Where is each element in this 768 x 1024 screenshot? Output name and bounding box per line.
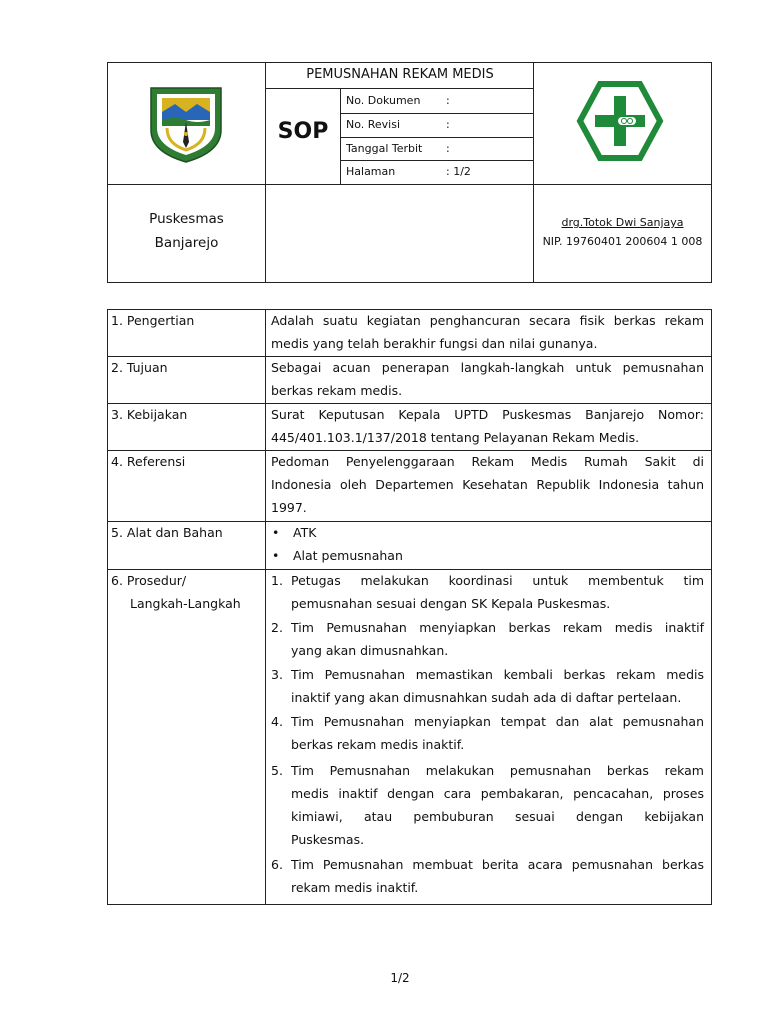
field-value-no-dokumen: : [446,94,450,107]
sop-label: SOP [277,119,329,144]
section-text-line: 445/401.103.1/137/2018 tentang Pelayanan Rekam Medis. [271,430,640,445]
step-text-line: kimiawi, atau pembuburan sesuai dengan kebijakan [291,809,704,824]
org-name-line2: Banjarejo [154,235,219,251]
step-text-line: Tim Pemusnahan melakukan pemusnahan berkas rekam [291,763,704,778]
step-text-line: medis inaktif dengan cara pembakaran, pencacahan, proses [291,786,704,801]
step-text-line: Tim Pemusnahan memastikan kembali berkas rekam medis [291,667,704,682]
section-text-line: Adalah suatu kegiatan penghancuran secara fisik berkas rekam [271,313,704,328]
bullet-icon: • [272,548,280,563]
section-text-line: Sebagai acuan penerapan langkah-langkah untuk pemusnahan [271,360,704,375]
step-text-line: Puskesmas. [291,832,365,847]
section-label-tujuan: 2. Tujuan [111,360,168,375]
section-label-prosedur: 6. Prosedur/ [111,573,187,588]
step-number: 6. [271,857,283,872]
section-text-line: Surat Keputusan Kepala UPTD Puskesmas Banjarejo Nomor: [271,407,704,422]
step-text-line: Tim Pemusnahan membuat berita acara pemusnahan berkas [291,857,704,872]
section-label-pengertian: 1. Pengertian [111,313,195,328]
section-text-line: Pedoman Penyelenggaraan Rekam Medis Rumah Sakit di [271,454,704,469]
section-text-line: medis yang telah berakhir fungsi dan nilai gunanya. [271,336,598,351]
signer-nip: NIP. 19760401 200604 1 008 [542,235,703,248]
bullet-icon: • [272,525,280,540]
step-text-line: pemusnahan sesuai dengan SK Kepala Puskesmas. [291,596,611,611]
section-text-line: Indonesia oleh Departemen Kesehatan Republik Indonesia tahun [271,477,704,492]
section-text-line: berkas rekam medis. [271,383,403,398]
step-number: 2. [271,620,283,635]
step-text-line: rekam medis inaktif. [291,880,419,895]
step-number: 1. [271,573,283,588]
puskesmas-logo [576,80,664,162]
field-label-halaman: Halaman [346,165,396,178]
field-label-no-revisi: No. Revisi [346,118,401,131]
step-number: 3. [271,667,283,682]
field-label-no-dokumen: No. Dokumen [346,94,421,107]
page-number: 1/2 [390,971,410,985]
section-label-alat-bahan: 5. Alat dan Bahan [111,525,223,540]
org-name-line1: Puskesmas [149,211,224,227]
field-label-tanggal-terbit: Tanggal Terbit [346,142,423,155]
signer-name: drg.Totok Dwi Sanjaya [561,216,684,229]
step-text-line: yang akan dimusnahkan. [291,643,449,658]
step-number: 5. [271,763,283,778]
bullet-item: Alat pemusnahan [293,548,403,563]
field-value-tanggal-terbit: : [446,142,450,155]
step-text-line: berkas rekam medis inaktif. [291,737,465,752]
step-text-line: Tim Pemusnahan menyiapkan tempat dan alat pemusnahan [291,714,704,729]
section-label-kebijakan: 3. Kebijakan [111,407,188,422]
step-text-line: Tim Pemusnahan menyiapkan berkas rekam medis inaktif [291,620,704,635]
step-text-line: inaktif yang akan dimusnahkan sudah ada di daftar pertelaan. [291,690,682,705]
step-number: 4. [271,714,283,729]
field-value-halaman: : 1/2 [446,165,471,178]
field-value-no-revisi: : [446,118,450,131]
regency-crest-logo [145,82,227,164]
section-label-langkah: Langkah-Langkah [130,596,241,611]
section-text-line: 1997. [271,500,307,515]
document-title: PEMUSNAHAN REKAM MEDIS [306,67,494,82]
step-text-line: Petugas melakukan koordinasi untuk membentuk tim [291,573,704,588]
section-label-referensi: 4. Referensi [111,454,186,469]
bullet-item: ATK [293,525,317,540]
